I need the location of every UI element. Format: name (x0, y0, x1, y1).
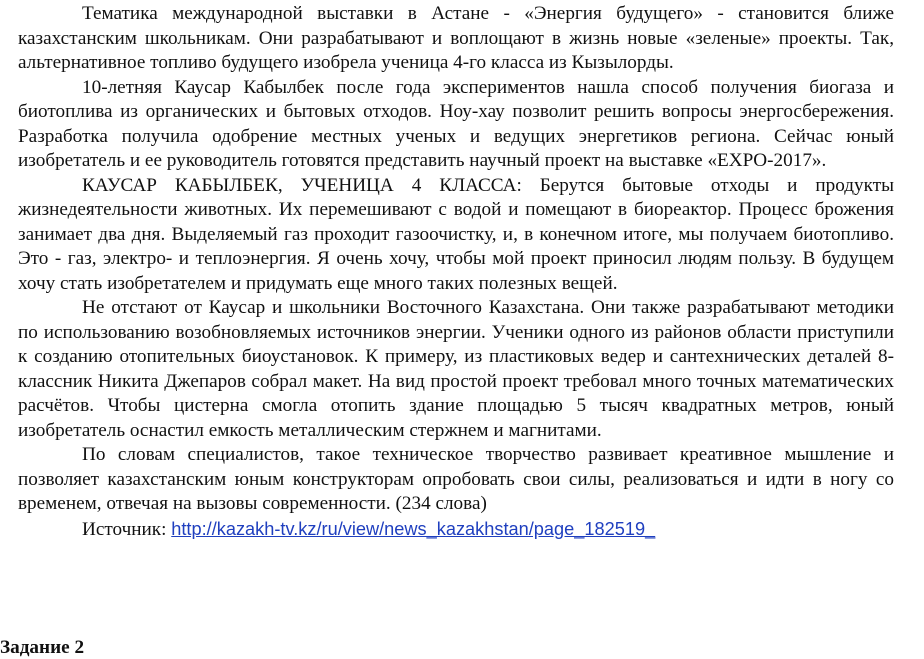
source-link[interactable]: http://kazakh-tv.kz/ru/view/news_kazakhstan/page_182519_ (171, 518, 656, 539)
document-body (18, 2, 894, 542)
paragraph-1: Тематика международной выставки в Астане - «Энергия будущего» - становится ближе казахстанским школьникам. Они разрабатывают и воплощают в жизнь новые «зеленые» проекты. Так, альтернативное топливо будущего изобрела ученица 4-го класса из Кызылорды. (18, 3, 894, 73)
paragraph-4: Не отстают от Каусар и школьники Восточного Казахстана. Они также разрабатывают методики по использованию возобновляемых источников энергии. Ученики одного из районов области приступили к созданию отопительных биоустановок. К примеру, из пластиковых ведер и сантехнических деталей 8-классник Никита Джепаров собрал макет. На вид простой проект требовал много точных математических расчётов. Чтобы цистерна смогла отопить здание площадью 5 тысяч квадратных метров, юный изобретатель оснастил емкость металлическим стержнем и магнитами. (18, 297, 894, 441)
paragraph-3: КАУСАР КАБЫЛБЕК, УЧЕНИЦА 4 КЛАССА: Берутся бытовые отходы и продукты жизнедеятельности животных. Их перемешивают с водой и помещают в биореактор. Процесс брожения занимает два дня. Выделяемый газ проходит газоочистку, и, в конечном итоге, мы получаем биотопливо. Это - газ, электро- и теплоэнергия. Я очень хочу, чтобы мой проект приносил людям пользу. В будущем хочу стать изобретателем и придумать еще много таких полезных вещей. (18, 174, 894, 294)
paragraph-5: По словам специалистов, такое техническое творчество развивает креативное мышление и позволяет казахстанским юным конструкторам опробовать свои силы, реализоваться и идти в ногу со временем, отвечая на вызовы современности. (234 слова) (18, 444, 894, 514)
paragraph-2: 10-летняя Каусар Кабылбек после года экспериментов нашла способ получения биогаза и биотоплива из органических и бытовых отходов. Ноу-хау позволит решить вопросы энергосбережения. Разработка получила одобрение местных ученых и ведущих энергетиков региона. Сейчас юный изобретатель и ее руководитель готовятся представить научный проект на выставке «EXPO-2017». (18, 76, 894, 171)
source-label: Источник: (82, 518, 172, 540)
next-section-heading: Задание 2 (0, 637, 85, 658)
source-line (18, 517, 894, 543)
